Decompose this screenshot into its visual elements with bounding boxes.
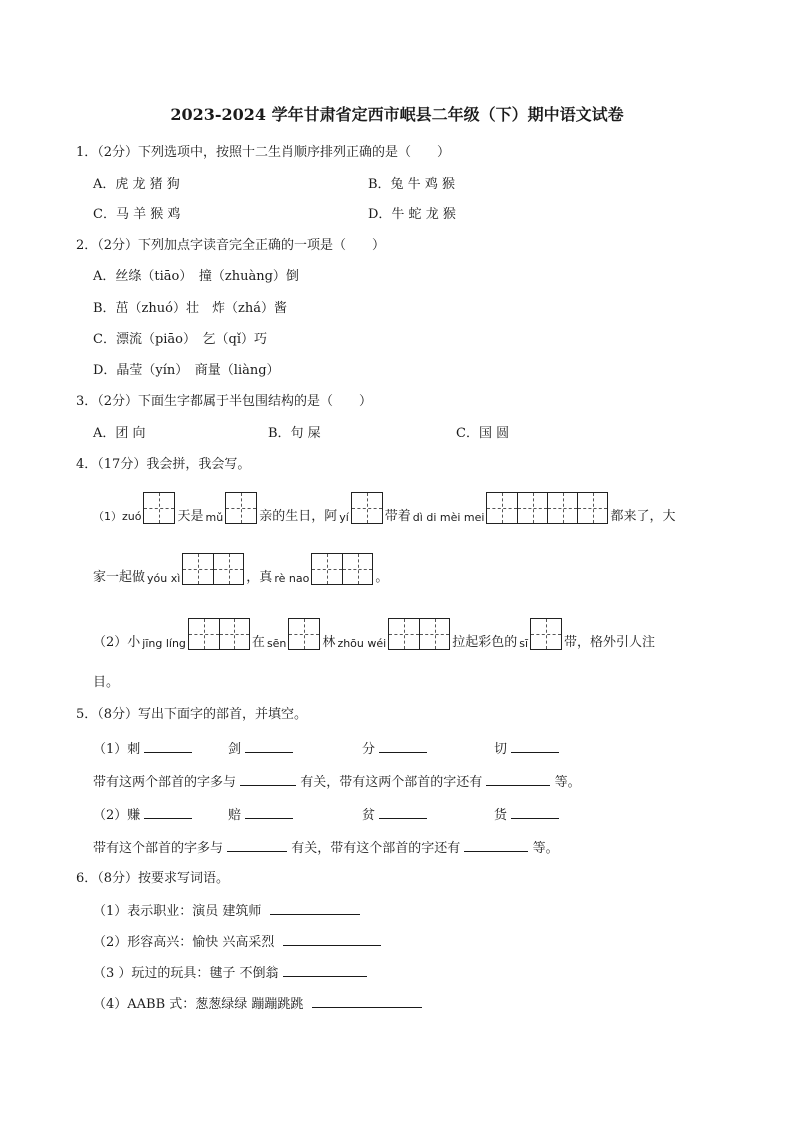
q5-row1-item: 分: [362, 739, 427, 759]
q6-item-2: （2）形容高兴：愉快 兴高采烈: [93, 932, 381, 952]
question-2-option-c: C．漂流（piāo） 乞（qǐ）巧: [93, 332, 267, 347]
q5-row1-item: 剑: [228, 739, 293, 759]
writing-grid-1char[interactable]: [225, 492, 257, 524]
question-5-stem: 5．（8分）写出下面字的部首，并填空。: [76, 707, 308, 722]
answer-blank[interactable]: [379, 805, 427, 819]
question-4-line-3: [93, 618, 657, 650]
question-4-line-1: [93, 492, 677, 524]
answer-blank[interactable]: [464, 838, 528, 852]
text-segment: 在: [251, 635, 265, 650]
writing-grid-1char[interactable]: [288, 618, 320, 650]
writing-grid-2char[interactable]: [388, 618, 450, 650]
page-title: 2023-2024 学年甘肃省定西市岷县二年级（下）期中语文试卷: [170, 105, 624, 124]
q5-row2-item: 货: [494, 805, 559, 825]
q5-sentence-2: 带有这个部首的字多与 有关，带有这个部首的字还有 等。: [93, 838, 559, 858]
pinyin-zhouwei: zhōu wéi: [337, 637, 387, 650]
pinyin-yi: yí: [339, 511, 349, 524]
pinyin-zuo: （1）zuó: [93, 510, 142, 523]
q6-item-3: （3 ）玩过的玩具：毽子 不倒翁: [93, 963, 367, 983]
text-segment: 拉起彩色的: [452, 635, 518, 650]
pinyin-renao: rè nao: [274, 572, 310, 585]
answer-blank[interactable]: [240, 772, 296, 786]
answer-blank[interactable]: [511, 805, 559, 819]
pinyin-youxi: yóu xì: [147, 572, 181, 585]
text-segment: 亲的生日，阿: [259, 509, 338, 524]
question-4-line-4: 目。: [93, 675, 120, 690]
q5-row1-item: （1）刺: [93, 739, 192, 759]
q5-row2-item: 贫: [362, 805, 427, 825]
question-4-line-2: [93, 553, 390, 585]
question-6-stem: 6．（8分）按要求写词语。: [76, 871, 230, 886]
q6-item-1: （1）表示职业：演员 建筑师: [93, 901, 360, 921]
question-2-option-a: A．丝绦（tiāo） 撞（zhuàng）倒: [93, 269, 299, 284]
answer-blank[interactable]: [227, 838, 287, 852]
answer-blank[interactable]: [144, 739, 192, 753]
pinyin-jingling: jīng líng: [142, 637, 186, 650]
q5-row2-item: （2）赚: [93, 805, 192, 825]
question-2-option-d: D．晶莹（yín） 商量（liàng）: [93, 363, 280, 378]
question-3-option-a: A．团 向: [93, 426, 146, 441]
answer-blank[interactable]: [270, 901, 360, 915]
answer-blank[interactable]: [245, 805, 293, 819]
question-1-option-d: D．牛 蛇 龙 猴: [368, 207, 456, 222]
answer-blank[interactable]: [245, 739, 293, 753]
q6-item-4: （4）AABB 式：葱葱绿绿 蹦蹦跳跳: [93, 994, 422, 1014]
text-segment: 带着: [384, 509, 411, 524]
pinyin-didimeimei: dì di mèi mei: [412, 511, 485, 524]
answer-blank[interactable]: [486, 772, 550, 786]
answer-blank[interactable]: [283, 932, 381, 946]
question-3-option-c: C．国 圆: [456, 426, 510, 441]
text-segment: 林: [322, 635, 336, 650]
q5-row1-item: 切: [494, 739, 559, 759]
answer-blank[interactable]: [379, 739, 427, 753]
answer-blank[interactable]: [144, 805, 192, 819]
question-3-stem: 3．（2分）下面生字都属于半包围结构的是（ ）: [76, 394, 373, 409]
writing-grid-2char[interactable]: [311, 553, 373, 585]
text-segment: 带，格外引人注: [564, 635, 656, 650]
question-1-option-a: A．虎 龙 猪 狗: [93, 177, 180, 192]
q5-sentence-1: 带有这两个部首的字多与 有关，带有这两个部首的字还有 等。: [93, 772, 581, 792]
text-segment: 。: [375, 570, 389, 585]
question-2-stem: 2．（2分）下列加点字读音完全正确的一项是（ ）: [76, 238, 386, 253]
writing-grid-1char[interactable]: [530, 618, 562, 650]
q5-row2-item: 赔: [228, 805, 293, 825]
question-1-option-c: C．马 羊 猴 鸡: [93, 207, 181, 222]
writing-grid-4char[interactable]: [486, 492, 608, 524]
text-segment: ，真: [246, 570, 273, 585]
writing-grid-1char[interactable]: [143, 492, 175, 524]
pinyin-mu: mǔ: [205, 511, 224, 524]
question-1-stem: 1．（2分）下列选项中，按照十二生肖顺序排列正确的是（ ）: [76, 145, 451, 160]
question-4-stem: 4．（17分）我会拼，我会写。: [76, 457, 251, 472]
text-segment: 都来了，大: [610, 509, 676, 524]
text-segment: （2）小: [93, 635, 141, 650]
answer-blank[interactable]: [312, 994, 422, 1008]
answer-blank[interactable]: [283, 963, 367, 977]
question-1-option-b: B．兔 牛 鸡 猴: [368, 177, 455, 192]
pinyin-sen: sēn: [266, 637, 287, 650]
answer-blank[interactable]: [511, 739, 559, 753]
writing-grid-2char[interactable]: [188, 618, 250, 650]
text-segment: 天是: [177, 509, 204, 524]
text-segment: 家一起做: [93, 570, 146, 585]
writing-grid-2char[interactable]: [182, 553, 244, 585]
question-3-option-b: B．句 屎: [268, 426, 321, 441]
writing-grid-1char[interactable]: [351, 492, 383, 524]
question-2-option-b: B．茁（zhuó）壮 炸（zhá）酱: [93, 301, 287, 316]
pinyin-si: sī: [519, 637, 529, 650]
